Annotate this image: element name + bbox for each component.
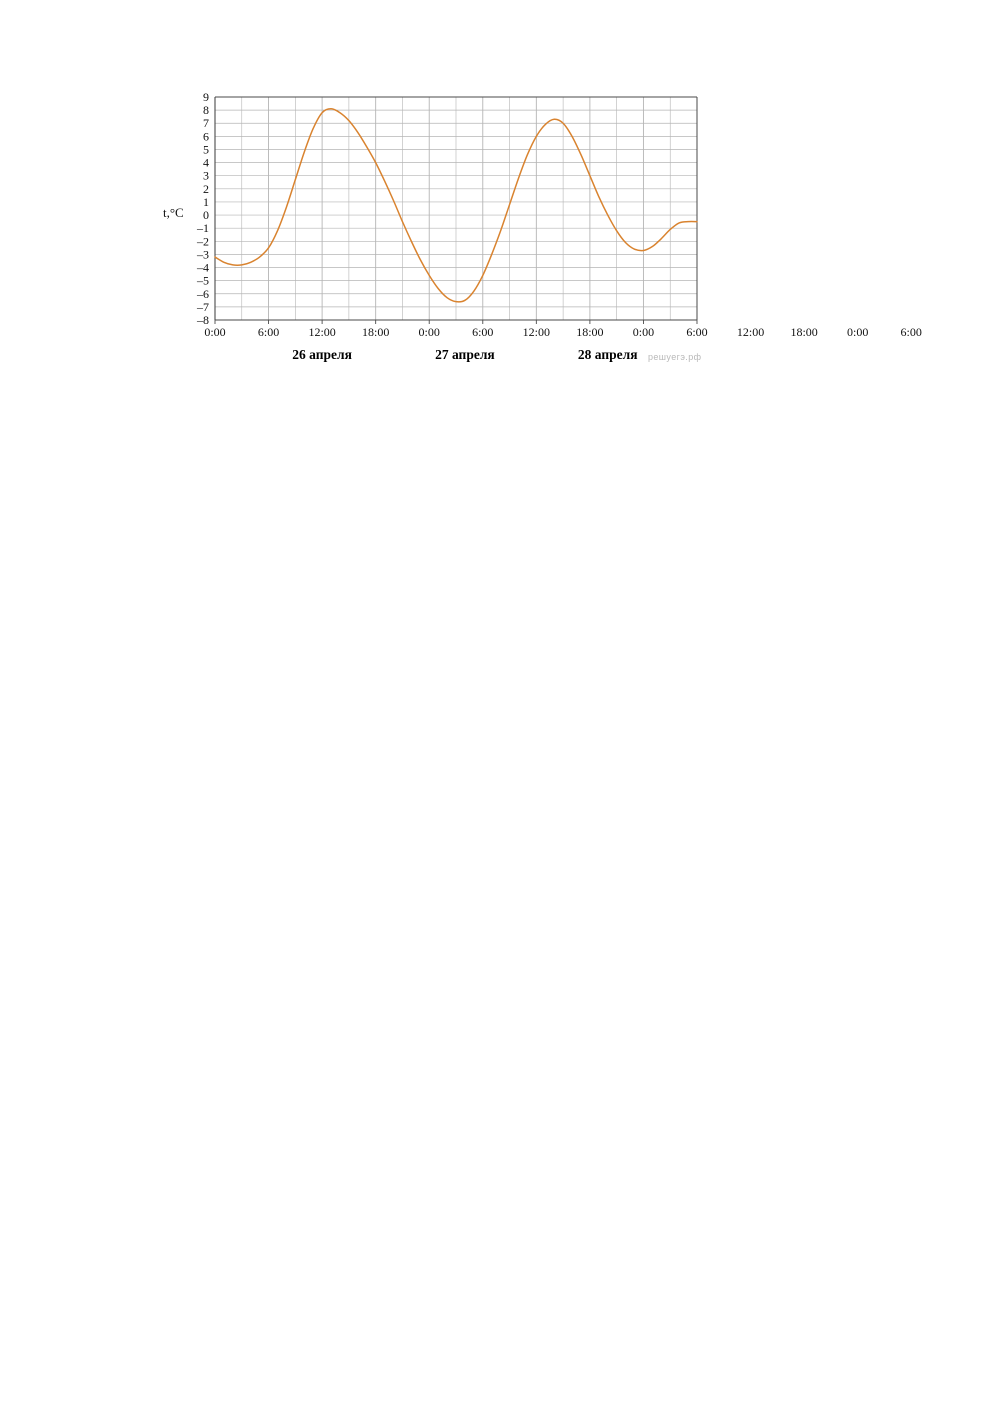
x-tick-label: 0:00 — [204, 325, 226, 339]
y-tick-label: 6 — [203, 129, 209, 144]
y-tick-label: –5 — [197, 273, 209, 288]
y-tick-label: 4 — [203, 155, 209, 170]
watermark-label: решуегэ.рф — [648, 352, 702, 362]
x-tick-label: 6:00 — [257, 325, 280, 339]
x-tick-label: 18:00 — [361, 325, 390, 339]
x-tick-label: 18:00 — [790, 325, 818, 339]
x-tick-label: 12:00 — [736, 325, 765, 339]
y-tick-label: 2 — [203, 181, 209, 196]
x-tick-label: 0:00 — [418, 325, 440, 339]
y-tick-label: 8 — [203, 103, 209, 118]
y-tick-label: 0 — [203, 208, 209, 223]
x-tick-label: 12:00 — [522, 325, 551, 339]
day-label: 26 апреля — [292, 347, 352, 362]
x-tick-label: 6:00 — [472, 325, 494, 339]
x-axis-tick-labels — [204, 325, 922, 339]
x-tick-label: 0:00 — [632, 325, 655, 339]
x-tick-label: 18:00 — [576, 325, 604, 339]
y-axis-label: t,°C — [163, 205, 184, 221]
y-tick-label: 5 — [203, 142, 209, 157]
y-tick-label: 9 — [203, 90, 209, 104]
temperature-line-chart — [0, 0, 1000, 420]
y-tick-label: 7 — [203, 116, 209, 131]
y-tick-label: –4 — [197, 260, 209, 275]
y-tick-label: 3 — [203, 168, 209, 183]
x-tick-label: 6:00 — [686, 325, 708, 339]
x-tick-label: 6:00 — [900, 325, 922, 339]
grid-lines — [215, 97, 697, 320]
y-tick-label: –2 — [197, 234, 209, 249]
y-tick-label: –8 — [197, 313, 209, 327]
day-label: 28 апреля — [577, 347, 638, 362]
y-tick-label: –3 — [197, 247, 209, 262]
y-tick-label: –1 — [197, 221, 209, 236]
y-axis-tick-labels — [196, 90, 209, 327]
x-tick-label: 12:00 — [308, 325, 336, 339]
y-tick-label: –7 — [197, 299, 209, 314]
temperature-chart-figure — [0, 0, 1000, 420]
day-label: 27 апреля — [435, 347, 495, 362]
x-tick-label: 0:00 — [846, 325, 869, 339]
y-tick-label: 1 — [203, 194, 209, 209]
day-labels — [292, 347, 637, 362]
y-tick-label: –6 — [197, 286, 209, 301]
